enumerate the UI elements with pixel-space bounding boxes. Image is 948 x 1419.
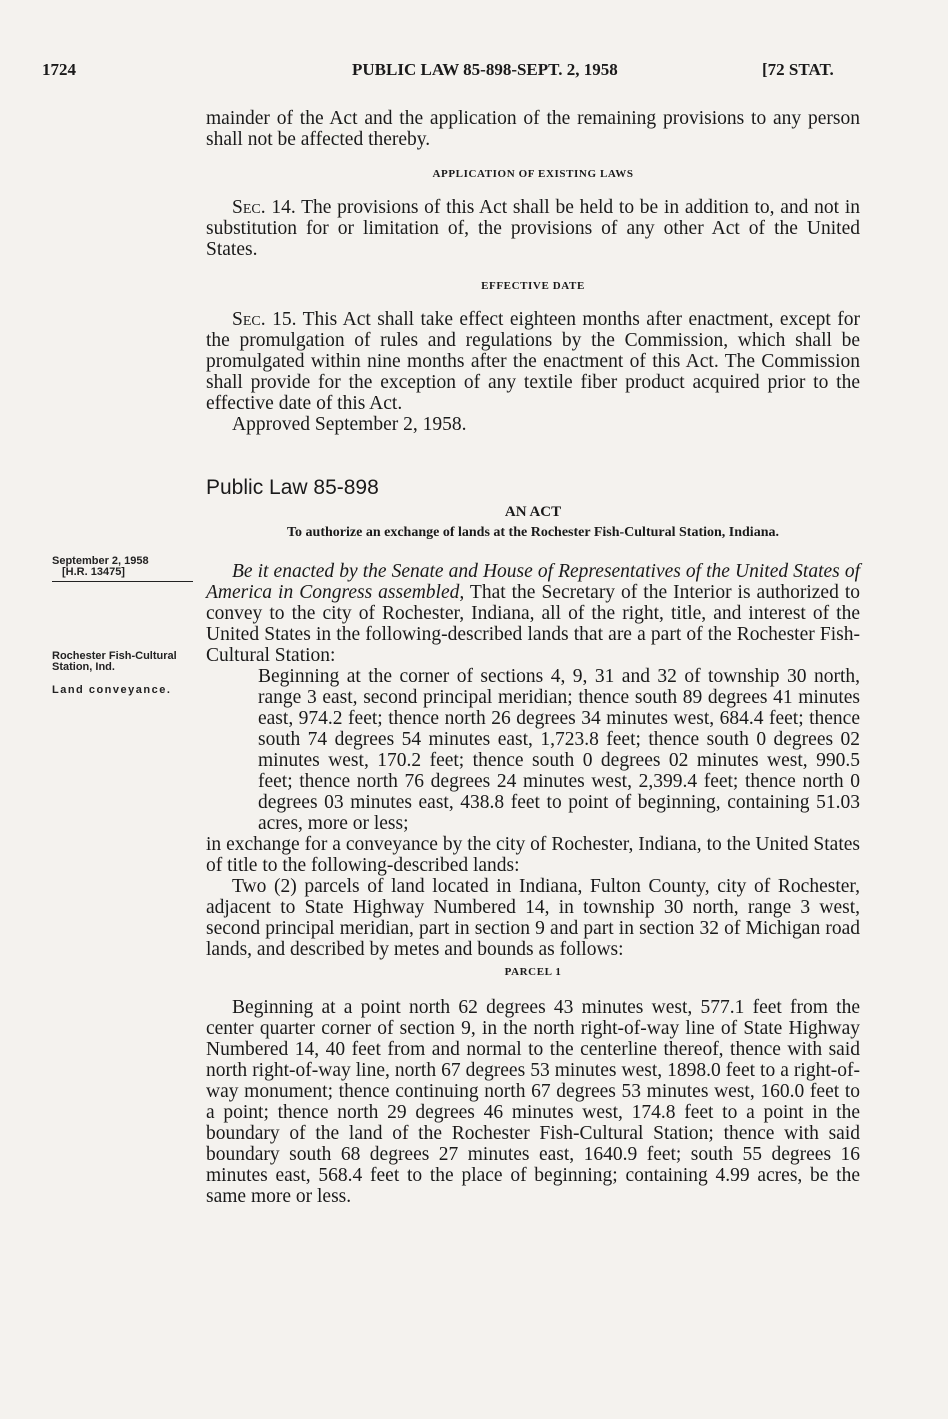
land-description-1: Beginning at the corner of sections 4, 9, 31 and 32 of township 30 north, range 3 east, second principal meridian; thence south 89 degrees 41 minutes east, 974.2 feet; thence north 26 degrees 34 minutes west, 684.4 feet; thence south 74 degrees 54 minutes east, 1,723.8 feet; thence south 0 degrees 02 minutes west, 170.2 feet; thence south 0 degrees 02 minutes west, 990.5 feet; thence north 76 degrees 24 minutes west, 2,399.4 feet; thence north 0 degrees 03 minutes east, 438.8 feet to point of beginning, containing 51.03 acres, more or less; [258, 666, 860, 834]
section-15-label: Sec. 15. [232, 309, 297, 330]
enacting-clause: Be it enacted by the Senate and House of Representatives of the United States of America in Congress assembled, [206, 561, 860, 603]
section-14-label: Sec. 14. [232, 197, 296, 218]
section-14 [206, 197, 860, 260]
section-15 [206, 309, 860, 414]
section-14-text: The provisions of this Act shall be held to be in addition to, and not in substitution for or limitation of, the provisions of any other Act of the United States. [206, 197, 860, 260]
public-law-title: Public Law 85-898 [206, 476, 379, 499]
two-parcels-paragraph: Two (2) parcels of land located in Indiana, Fulton County, city of Rochester, adjacent to State Highway Numbered 14, in township 30 north, range 3 west, second principal meridian, part in section 9 and part in section 32 of Michigan road lands, and described by metes and bounds as follows: [206, 876, 860, 960]
main-column [206, 108, 860, 1207]
parcel-1-description: Beginning at a point north 62 degrees 43 minutes west, 577.1 feet from the center quarter corner of section 9, in the north right-of-way line of State Highway Numbered 14, 40 feet from and normal to the centerline thereof, thence with said north right-of-way line, north 67 degrees 53 minutes west, 1898.0 feet to a right-of-way monument; thence continuing north 67 degrees 53 minutes west, 160.0 feet to a point; thence north 29 degrees 46 minutes west, 174.8 feet to a point in the boundary of the land of the Rochester Fish-Cultural Station; thence with said boundary south 68 degrees 27 minutes east, 1640.9 feet; south 55 degrees 16 minutes east, 568.4 feet to the place of beginning; containing 4.99 acres, be the same more or less. [206, 997, 860, 1207]
margin-date: September 2, 1958 [52, 555, 149, 567]
enacting-text: That the Secretary of the Interior is authorized to convey to the city of Rochester, Indiana, all of the right, title, and interest of the United States in the following-described lands that are a part of the Rochester Fish-Cultural Station: [206, 582, 860, 666]
exchange-paragraph: in exchange for a conveyance by the city of Rochester, Indiana, to the United States of title to the following-described lands: [206, 834, 860, 876]
act-heading: AN ACT [504, 504, 562, 520]
approval-line: Approved September 2, 1958. [232, 414, 467, 435]
section-heading-existing-laws: APPLICATION OF EXISTING LAWS [432, 168, 634, 180]
intro-paragraph: mainder of the Act and the application of the remaining provisions to any person shall not be affected thereby. [206, 108, 860, 150]
enacting-paragraph [206, 561, 860, 666]
margin-rule [52, 581, 193, 582]
section-heading-effective-date: EFFECTIVE DATE [481, 280, 585, 292]
margin-note-land-conveyance: Land conveyance. [52, 684, 172, 696]
parcel-1-heading: PARCEL 1 [504, 966, 562, 978]
page-number: 1724 [42, 60, 76, 79]
margin-note-station: Rochester Fish-Cultural Station, Ind. [52, 650, 177, 673]
running-title: PUBLIC LAW 85-898-SEPT. 2, 1958 [352, 60, 618, 79]
act-purpose: To authorize an exchange of lands at the Rochester Fish-Cultural Station, Indiana. [287, 525, 779, 540]
section-15-text: This Act shall take effect eighteen months after enactment, except for the promulgation of rules and regulations by the Commission, which shall be promulgated within nine months after the enactment of this Act. The Commission shall provide for the exception of any textile fiber product acquired prior to the effective date of this Act. [206, 309, 860, 414]
statute-reference: [72 STAT. [762, 60, 834, 79]
margin-bill-number: [H.R. 13475] [62, 566, 125, 578]
